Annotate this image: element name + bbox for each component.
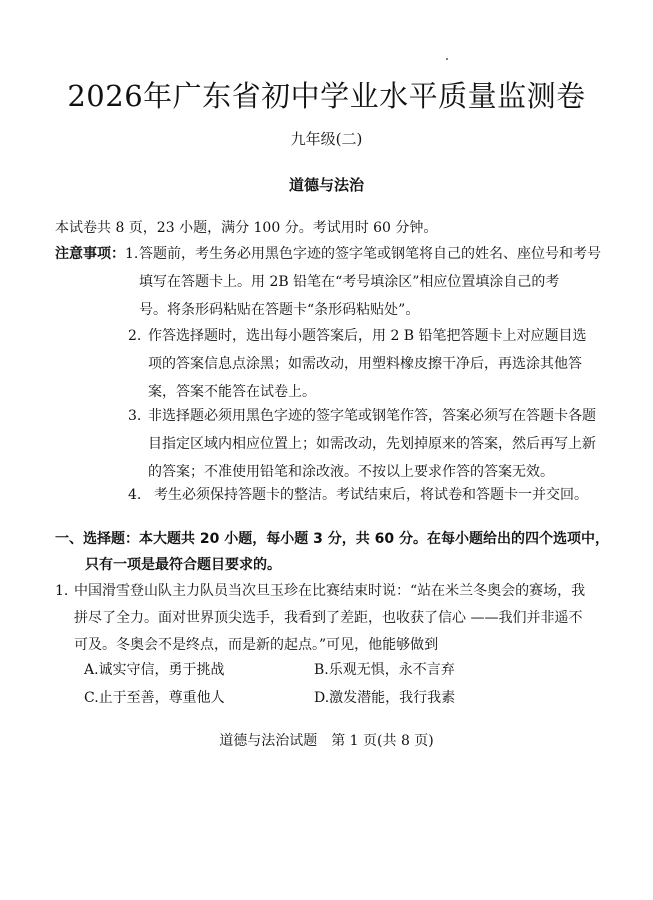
grade-label: 九年级(二): [290, 130, 363, 148]
page-footer: 道德与法治试题 第 1 页(共 8 页): [219, 733, 434, 749]
note-line: 号。将条形码粘贴在答题卡“条形码粘贴处”。: [139, 302, 420, 318]
section-heading-line1: 一、选择题：本大题共 20 小题，每小题 3 分，共 60 分。在每小题给出的四个选项中，: [55, 531, 609, 547]
note-item-2: [128, 322, 598, 406]
note-item-4: [128, 481, 598, 509]
note-number: 4.: [128, 487, 142, 503]
note-line: 的答案；不准使用铅笔和涂改液。不按以上要求作答的答案无效。: [148, 464, 554, 480]
section-heading: [55, 525, 615, 573]
option-c: C.止于至善，尊重他人: [84, 690, 225, 706]
question-stem-line: 拼尽了全力。面对世界顶尖选手，我看到了差距，也收获了信心 ——我们并非遥不: [74, 610, 583, 626]
exam-intro: 本试卷共 8 页，23 小题，满分 100 分。考试用时 60 分钟。: [55, 220, 438, 236]
option-d: D.激发潜能，我行我素: [314, 690, 456, 706]
question-number: 1.: [55, 583, 69, 599]
note-item-1: [125, 240, 601, 324]
note-line: 案，答案不能答在试卷上。: [148, 384, 316, 400]
option-a: A.诚实守信，勇于挑战: [84, 662, 225, 678]
scan-speck: [446, 58, 448, 60]
note-line: 目指定区域内相应位置上；如需改动，先划掉原来的答案，然后再写上新: [148, 436, 596, 452]
exam-title: 2026年广东省初中学业水平质量监测卷: [67, 79, 586, 113]
note-line: 项的答案信息点涂黑；如需改动，用塑料橡皮擦干净后，再选涂其他答: [148, 356, 582, 372]
note-number: 2.: [128, 328, 142, 344]
note-line: 填写在答题卡上。用 2B 铅笔在“考号填涂区”相应位置填涂自己的考: [139, 274, 560, 290]
note-line: 非选择题必须用黑色字迹的签字笔或钢笔作答，答案必须写在答题卡各题: [148, 408, 596, 424]
question-stem-line: 可及。冬奥会不是终点，而是新的起点。”可见，他能够做到: [74, 637, 439, 653]
subject-label: 道德与法治: [288, 176, 364, 194]
note-number: 3.: [128, 408, 142, 424]
option-b: B.乐观无惧，永不言弃: [314, 662, 455, 678]
note-item-3: [128, 402, 598, 486]
question-stem-line: 中国滑雪登山队主力队员当次旦玉珍在比赛结束时说：“站在米兰冬奥会的赛场，我: [74, 583, 586, 599]
note-number: 1.: [125, 246, 139, 262]
note-line: 答题前，考生务必用黑色字迹的签字笔或钢笔将自己的姓名、座位号和考号: [139, 246, 601, 262]
notes-label: 注意事项：: [55, 246, 125, 262]
note-line: 考生必须保持答题卡的整洁。考试结束后，将试卷和答题卡一并交回。: [154, 487, 588, 503]
note-line: 作答选择题时，选出每小题答案后，用 2 B 铅笔把答题卡上对应题目选: [148, 328, 587, 344]
section-heading-line2: 只有一项是最符合题目要求的。: [85, 557, 281, 573]
